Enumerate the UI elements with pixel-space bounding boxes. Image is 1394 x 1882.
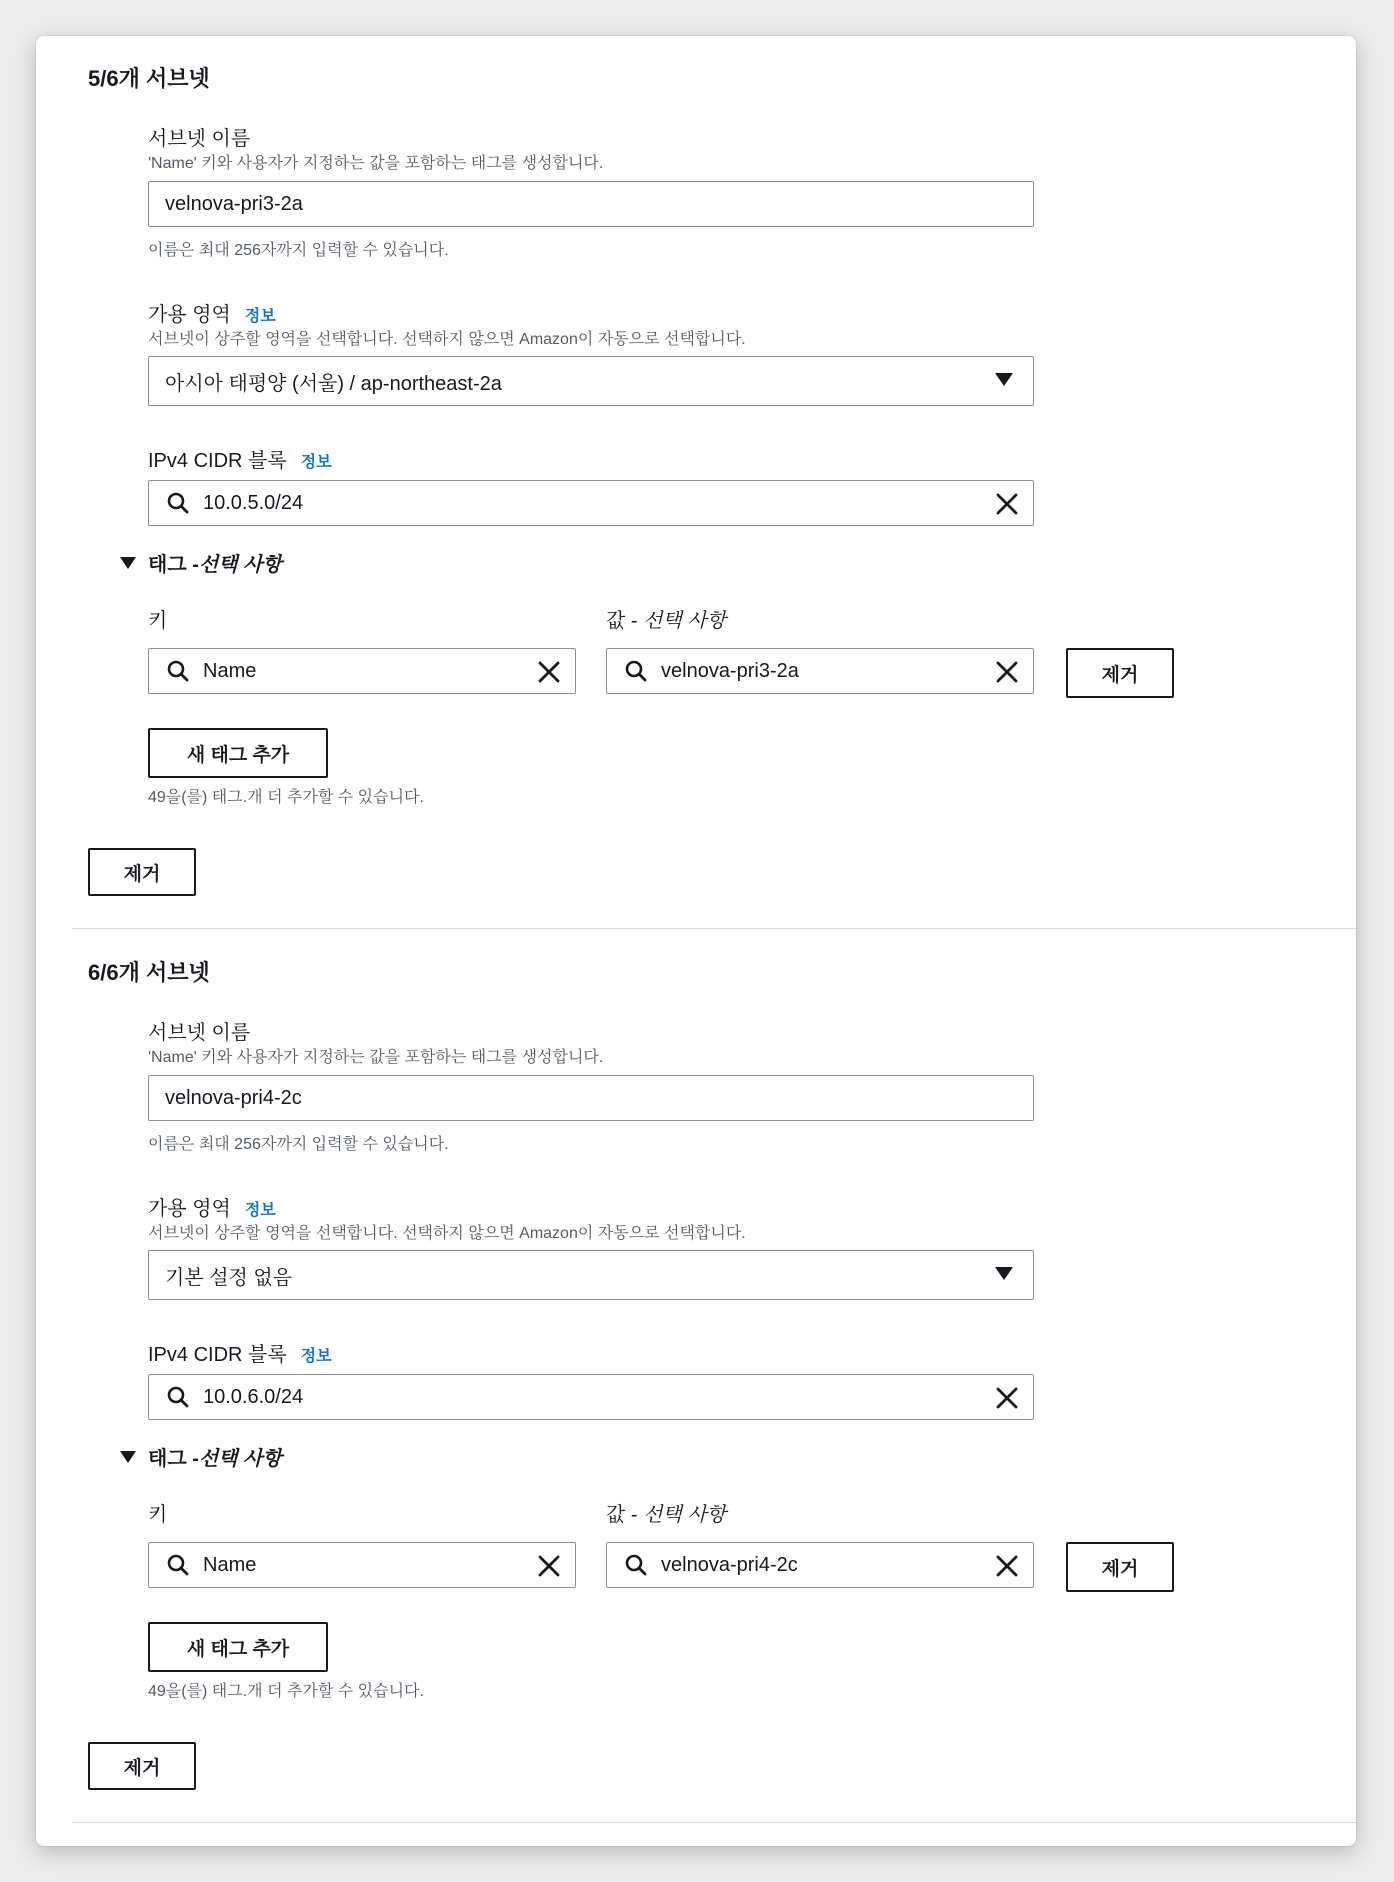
remove-tag-button[interactable]: 제거 [1066,648,1174,698]
tags-toggle-optional: 선택 사항 [198,554,282,576]
subnet-heading: 5/6개 서브넷 [88,66,210,91]
subnet-name-hint: 이름은 최대 256자까지 입력할 수 있습니다. [148,1136,449,1153]
subnet-section-5 [36,36,1356,930]
az-select[interactable] [148,356,1034,406]
cidr-info-link[interactable]: 정보 [300,1348,332,1365]
section-divider [72,1822,1356,1823]
tag-key-value: Name [203,659,257,682]
clear-icon[interactable] [993,658,1021,686]
subnet-section-6 [36,930,1356,1824]
search-icon [623,658,649,684]
tag-key-label: 키 [148,610,168,632]
az-label-text: 가용 영역 [148,1198,231,1220]
clear-icon[interactable] [535,658,563,686]
tags-remaining-hint: 49을(를) 태그.개 더 추가할 수 있습니다. [148,789,424,806]
tag-value-input[interactable] [606,648,1034,694]
tag-key-input[interactable] [148,648,576,694]
cidr-value: 10.0.5.0/24 [203,491,304,514]
app-window [36,36,1356,1846]
remove-tag-button[interactable]: 제거 [1066,1542,1174,1592]
subnet-name-input[interactable] [148,181,1034,227]
search-icon [165,658,191,684]
triangle-down-icon [120,1451,136,1463]
cidr-info-link[interactable]: 정보 [300,454,332,471]
add-tag-button[interactable]: 새 태그 추가 [148,728,328,778]
tag-value-label [606,1498,726,1527]
subnet-name-value: velnova-pri4-2c [165,1086,302,1109]
az-label [148,1192,276,1221]
subnet-name-label: 서브넷 이름 [148,128,251,150]
cidr-input[interactable] [148,1374,1034,1420]
tag-value-label-optional: 선택 사항 [643,610,726,632]
caret-down-icon [995,373,1013,386]
tag-value-value: velnova-pri3-2a [661,659,799,682]
az-selected-value: 아시아 태평양 (서울) / ap-northeast-2a [165,372,502,395]
subnet-name-input[interactable] [148,1075,1034,1121]
az-info-link[interactable]: 정보 [244,308,276,325]
tags-remaining-hint: 49을(를) 태그.개 더 추가할 수 있습니다. [148,1683,424,1700]
triangle-down-icon [120,557,136,569]
tags-expand-toggle[interactable] [120,1442,282,1471]
subnet-name-hint: 이름은 최대 256자까지 입력할 수 있습니다. [148,242,449,259]
tag-value-label [606,604,726,633]
cidr-label-text: IPv4 CIDR 블록 [148,450,287,472]
search-icon [165,1552,191,1578]
clear-icon[interactable] [535,1552,563,1580]
clear-icon[interactable] [993,1384,1021,1412]
subnet-name-label: 서브넷 이름 [148,1022,251,1044]
cidr-value: 10.0.6.0/24 [203,1385,304,1408]
az-description: 서브넷이 상주할 영역을 선택합니다. 선택하지 않으면 Amazon이 자동으로 선택합니다. [148,331,746,348]
tags-expand-toggle[interactable] [120,548,282,577]
tag-value-label-optional: 선택 사항 [643,1504,726,1526]
clear-icon[interactable] [993,1552,1021,1580]
cidr-label-text: IPv4 CIDR 블록 [148,1344,287,1366]
search-icon [623,1552,649,1578]
search-icon [165,490,191,516]
tag-key-label: 키 [148,1504,168,1526]
remove-subnet-button[interactable]: 제거 [88,848,196,896]
subnet-name-description: 'Name' 키와 사용자가 지정하는 값을 포함하는 태그를 생성합니다. [148,155,604,172]
tags-toggle-label: 태그 - [148,1448,199,1470]
tag-key-value: Name [203,1553,257,1576]
section-divider [72,928,1356,929]
az-select[interactable] [148,1250,1034,1300]
az-label-text: 가용 영역 [148,304,231,326]
add-tag-button[interactable]: 새 태그 추가 [148,1622,328,1672]
search-icon [165,1384,191,1410]
tag-value-label-text: 값 - [606,610,644,632]
az-label [148,298,276,327]
tag-value-input[interactable] [606,1542,1034,1588]
cidr-label [148,444,332,473]
tags-toggle-label: 태그 - [148,554,199,576]
tag-value-value: velnova-pri4-2c [661,1553,798,1576]
az-selected-value: 기본 설정 없음 [165,1266,293,1289]
tag-key-input[interactable] [148,1542,576,1588]
subnet-name-value: velnova-pri3-2a [165,192,303,215]
tag-value-label-text: 값 - [606,1504,644,1526]
caret-down-icon [995,1267,1013,1280]
subnet-heading: 6/6개 서브넷 [88,960,210,985]
remove-subnet-button[interactable]: 제거 [88,1742,196,1790]
subnet-name-description: 'Name' 키와 사용자가 지정하는 값을 포함하는 태그를 생성합니다. [148,1049,604,1066]
az-info-link[interactable]: 정보 [244,1202,276,1219]
az-description: 서브넷이 상주할 영역을 선택합니다. 선택하지 않으면 Amazon이 자동으로 선택합니다. [148,1225,746,1242]
cidr-input[interactable] [148,480,1034,526]
cidr-label [148,1338,332,1367]
tags-toggle-optional: 선택 사항 [198,1448,282,1470]
clear-icon[interactable] [993,490,1021,518]
